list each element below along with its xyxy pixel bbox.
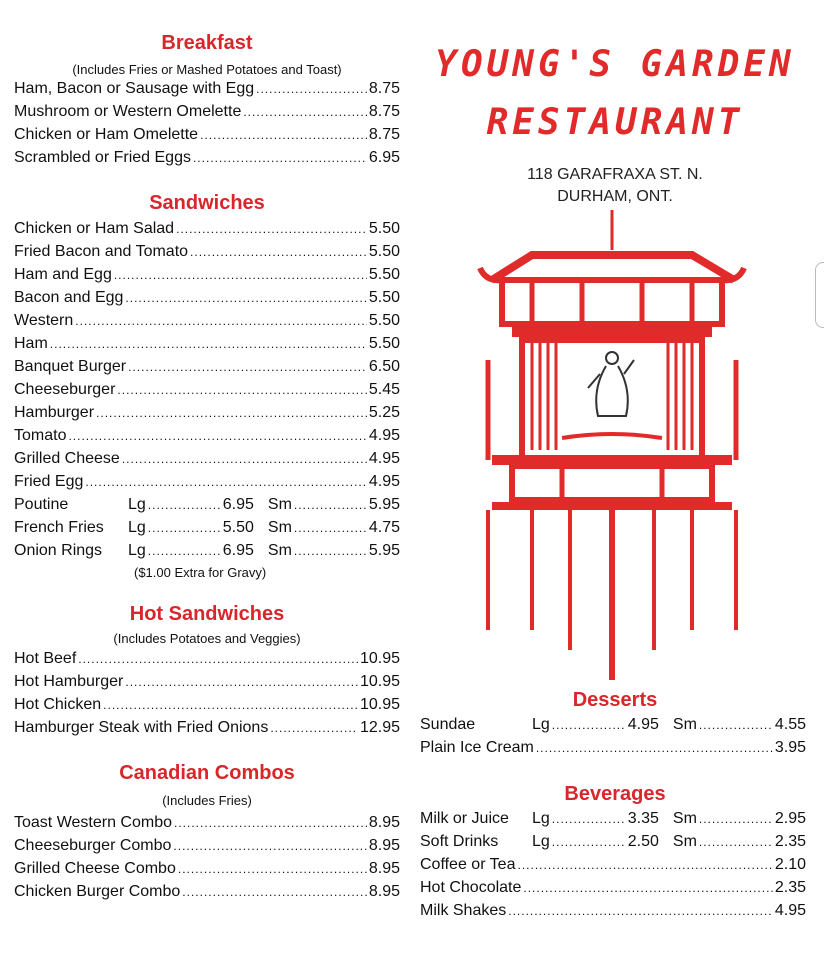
- item-name: Hamburger: [14, 404, 95, 421]
- small-label: Sm: [267, 542, 292, 559]
- item-price: 4.95: [774, 902, 806, 919]
- leader-dots: [193, 151, 367, 165]
- leader-dots: [536, 741, 773, 755]
- menu-row: [14, 814, 400, 836]
- large-price: 6.95: [222, 542, 254, 559]
- item-name: Ham and Egg: [14, 266, 112, 283]
- leader-dots: [182, 885, 367, 899]
- menu-row-sized: [14, 519, 400, 541]
- small-label: Sm: [267, 496, 292, 513]
- item-price: 10.95: [359, 650, 400, 667]
- leader-dots: [96, 406, 367, 420]
- address-line2: DURHAM, ONT.: [557, 188, 673, 205]
- item-name: Hot Hamburger: [14, 673, 124, 690]
- leader-dots: [699, 812, 773, 826]
- restaurant-name-line1: YOUNG'S GARDEN: [435, 44, 795, 85]
- hot-sandwiches-note: (Includes Potatoes and Veggies): [113, 631, 301, 646]
- large-label: Lg: [532, 716, 550, 733]
- item-name: Grilled Cheese: [14, 450, 120, 467]
- item-price: 8.95: [368, 814, 400, 831]
- item-name: Hot Chicken: [14, 696, 102, 713]
- leader-dots: [148, 544, 221, 558]
- sandwiches-title: Sandwiches: [149, 192, 265, 214]
- item-price: 4.95: [368, 473, 400, 490]
- menu-row: [14, 404, 400, 426]
- item-price: 5.50: [368, 335, 400, 352]
- item-price: 5.50: [368, 266, 400, 283]
- menu-row-sized: [14, 542, 400, 564]
- item-price: 5.25: [368, 404, 400, 421]
- small-price: 4.75: [368, 519, 400, 536]
- small-price: 5.95: [368, 496, 400, 513]
- item-name: Coffee or Tea: [420, 856, 516, 873]
- menu-row-sized: [420, 716, 806, 738]
- leader-dots: [173, 839, 366, 853]
- leader-dots: [552, 718, 626, 732]
- combos-title: Canadian Combos: [119, 762, 295, 784]
- leader-dots: [517, 858, 772, 872]
- menu-row: [420, 902, 806, 924]
- leader-dots: [117, 383, 366, 397]
- item-price: 5.50: [368, 289, 400, 306]
- item-name: Chicken or Ham Salad: [14, 220, 175, 237]
- large-label: Lg: [128, 519, 146, 536]
- leader-dots: [256, 82, 367, 96]
- address-line1: 118 GARAFRAXA ST. N.: [527, 166, 703, 183]
- item-name: Chicken or Ham Omelette: [14, 126, 199, 143]
- leader-dots: [200, 128, 367, 142]
- item-name: Tomato: [14, 427, 67, 444]
- hot-sandwiches-title: Hot Sandwiches: [129, 603, 285, 625]
- leader-dots: [78, 652, 358, 666]
- small-price: 4.55: [774, 716, 806, 733]
- small-label: Sm: [672, 716, 697, 733]
- item-price: 5.50: [368, 312, 400, 329]
- item-name: Banquet Burger: [14, 358, 127, 375]
- menu-row: [14, 266, 400, 288]
- breakfast-title: Breakfast: [161, 32, 253, 54]
- item-price: 8.75: [368, 103, 400, 120]
- item-price: 8.95: [368, 860, 400, 877]
- item-name: Bacon and Egg: [14, 289, 124, 306]
- small-price: 2.95: [774, 810, 806, 827]
- item-name: Milk or Juice: [420, 810, 509, 827]
- leader-dots: [699, 718, 773, 732]
- item-price: 2.35: [774, 879, 806, 896]
- large-price: 3.35: [627, 810, 659, 827]
- menu-row: [14, 312, 400, 334]
- menu-row: [14, 837, 400, 859]
- leader-dots: [114, 268, 367, 282]
- combos-note: (Includes Fries): [162, 793, 252, 808]
- menu-row: [14, 450, 400, 472]
- leader-dots: [103, 698, 358, 712]
- leader-dots: [294, 544, 367, 558]
- item-name: Hamburger Steak with Fried Onions: [14, 719, 269, 736]
- leader-dots: [508, 904, 773, 918]
- menu-row: [14, 289, 400, 311]
- item-name: Poutine: [14, 496, 69, 513]
- beverages-title: Beverages: [564, 783, 666, 805]
- large-price: 2.50: [627, 833, 659, 850]
- item-price: 5.50: [368, 243, 400, 260]
- leader-dots: [50, 337, 367, 351]
- menu-row: [14, 126, 400, 148]
- item-price: 8.75: [368, 126, 400, 143]
- leader-dots: [552, 812, 626, 826]
- menu-row: [14, 149, 400, 171]
- item-price: 3.95: [774, 739, 806, 756]
- leader-dots: [122, 452, 367, 466]
- small-price: 5.95: [368, 542, 400, 559]
- item-name: Hot Chocolate: [420, 879, 522, 896]
- item-name: Plain Ice Cream: [420, 739, 534, 756]
- breakfast-note: (Includes Fries or Mashed Potatoes and Toast): [72, 62, 342, 77]
- leader-dots: [75, 314, 367, 328]
- item-name: Sundae: [420, 716, 476, 733]
- menu-row: [14, 243, 400, 265]
- menu-row: [420, 739, 806, 761]
- large-label: Lg: [532, 833, 550, 850]
- leader-dots: [178, 862, 367, 876]
- item-name: Hot Beef: [14, 650, 77, 667]
- menu-row: [14, 80, 400, 102]
- menu-row-sized: [14, 496, 400, 518]
- leader-dots: [68, 429, 366, 443]
- small-label: Sm: [672, 833, 697, 850]
- leader-dots: [85, 475, 366, 489]
- leader-dots: [128, 360, 367, 374]
- menu-row-sized: [420, 810, 806, 832]
- item-price: 5.50: [368, 220, 400, 237]
- small-price: 2.35: [774, 833, 806, 850]
- menu-row: [14, 673, 400, 695]
- menu-row: [14, 220, 400, 242]
- restaurant-name-line2: RESTAURANT: [486, 102, 744, 143]
- large-label: Lg: [532, 810, 550, 827]
- item-price: 5.45: [368, 381, 400, 398]
- leader-dots: [174, 816, 367, 830]
- item-price: 8.95: [368, 837, 400, 854]
- item-name: Ham: [14, 335, 48, 352]
- item-name: French Fries: [14, 519, 104, 536]
- item-name: Mushroom or Western Omelette: [14, 103, 242, 120]
- item-price: 4.95: [368, 450, 400, 467]
- gravy-note: ($1.00 Extra for Gravy): [134, 565, 267, 580]
- menu-row: [14, 381, 400, 403]
- item-price: 2.10: [774, 856, 806, 873]
- large-label: Lg: [128, 496, 146, 513]
- item-name: Chicken Burger Combo: [14, 883, 181, 900]
- large-price: 6.95: [222, 496, 254, 513]
- item-name: Milk Shakes: [420, 902, 507, 919]
- large-price: 5.50: [222, 519, 254, 536]
- chinese-lantern-icon: [472, 210, 762, 680]
- leader-dots: [523, 881, 772, 895]
- item-price: 12.95: [359, 719, 400, 736]
- leader-dots: [294, 498, 367, 512]
- leader-dots: [125, 291, 366, 305]
- item-name: Ham, Bacon or Sausage with Egg: [14, 80, 255, 97]
- menu-row: [14, 335, 400, 357]
- menu-row: [14, 427, 400, 449]
- item-name: Toast Western Combo: [14, 814, 172, 831]
- item-name: Grilled Cheese Combo: [14, 860, 176, 877]
- small-label: Sm: [267, 519, 292, 536]
- item-name: Fried Bacon and Tomato: [14, 243, 189, 260]
- leader-dots: [176, 222, 367, 236]
- leader-dots: [270, 721, 358, 735]
- large-price: 4.95: [627, 716, 659, 733]
- menu-row: [14, 650, 400, 672]
- leader-dots: [294, 521, 367, 535]
- item-price: 6.50: [368, 358, 400, 375]
- desserts-title: Desserts: [572, 689, 658, 711]
- menu-row: [14, 696, 400, 718]
- scroll-handle[interactable]: [815, 262, 824, 328]
- leader-dots: [699, 835, 773, 849]
- small-label: Sm: [672, 810, 697, 827]
- item-price: 10.95: [359, 696, 400, 713]
- menu-row: [14, 358, 400, 380]
- item-name: Soft Drinks: [420, 833, 499, 850]
- item-name: Scrambled or Fried Eggs: [14, 149, 191, 166]
- leader-dots: [243, 105, 367, 119]
- menu-row: [14, 103, 400, 125]
- item-price: 8.75: [368, 80, 400, 97]
- leader-dots: [125, 675, 358, 689]
- leader-dots: [148, 498, 221, 512]
- item-name: Fried Egg: [14, 473, 84, 490]
- leader-dots: [148, 521, 221, 535]
- item-price: 8.95: [368, 883, 400, 900]
- item-name: Cheeseburger Combo: [14, 837, 172, 854]
- menu-row: [420, 879, 806, 901]
- menu-row: [14, 473, 400, 495]
- item-name: Onion Rings: [14, 542, 103, 559]
- item-price: 6.95: [368, 149, 400, 166]
- menu-row: [14, 883, 400, 905]
- large-label: Lg: [128, 542, 146, 559]
- menu-row: [14, 860, 400, 882]
- leader-dots: [552, 835, 626, 849]
- leader-dots: [190, 245, 367, 259]
- item-price: 10.95: [359, 673, 400, 690]
- item-price: 4.95: [368, 427, 400, 444]
- item-name: Cheeseburger: [14, 381, 116, 398]
- menu-row-sized: [420, 833, 806, 855]
- menu-row: [14, 719, 400, 741]
- menu-row: [420, 856, 806, 878]
- item-name: Western: [14, 312, 74, 329]
